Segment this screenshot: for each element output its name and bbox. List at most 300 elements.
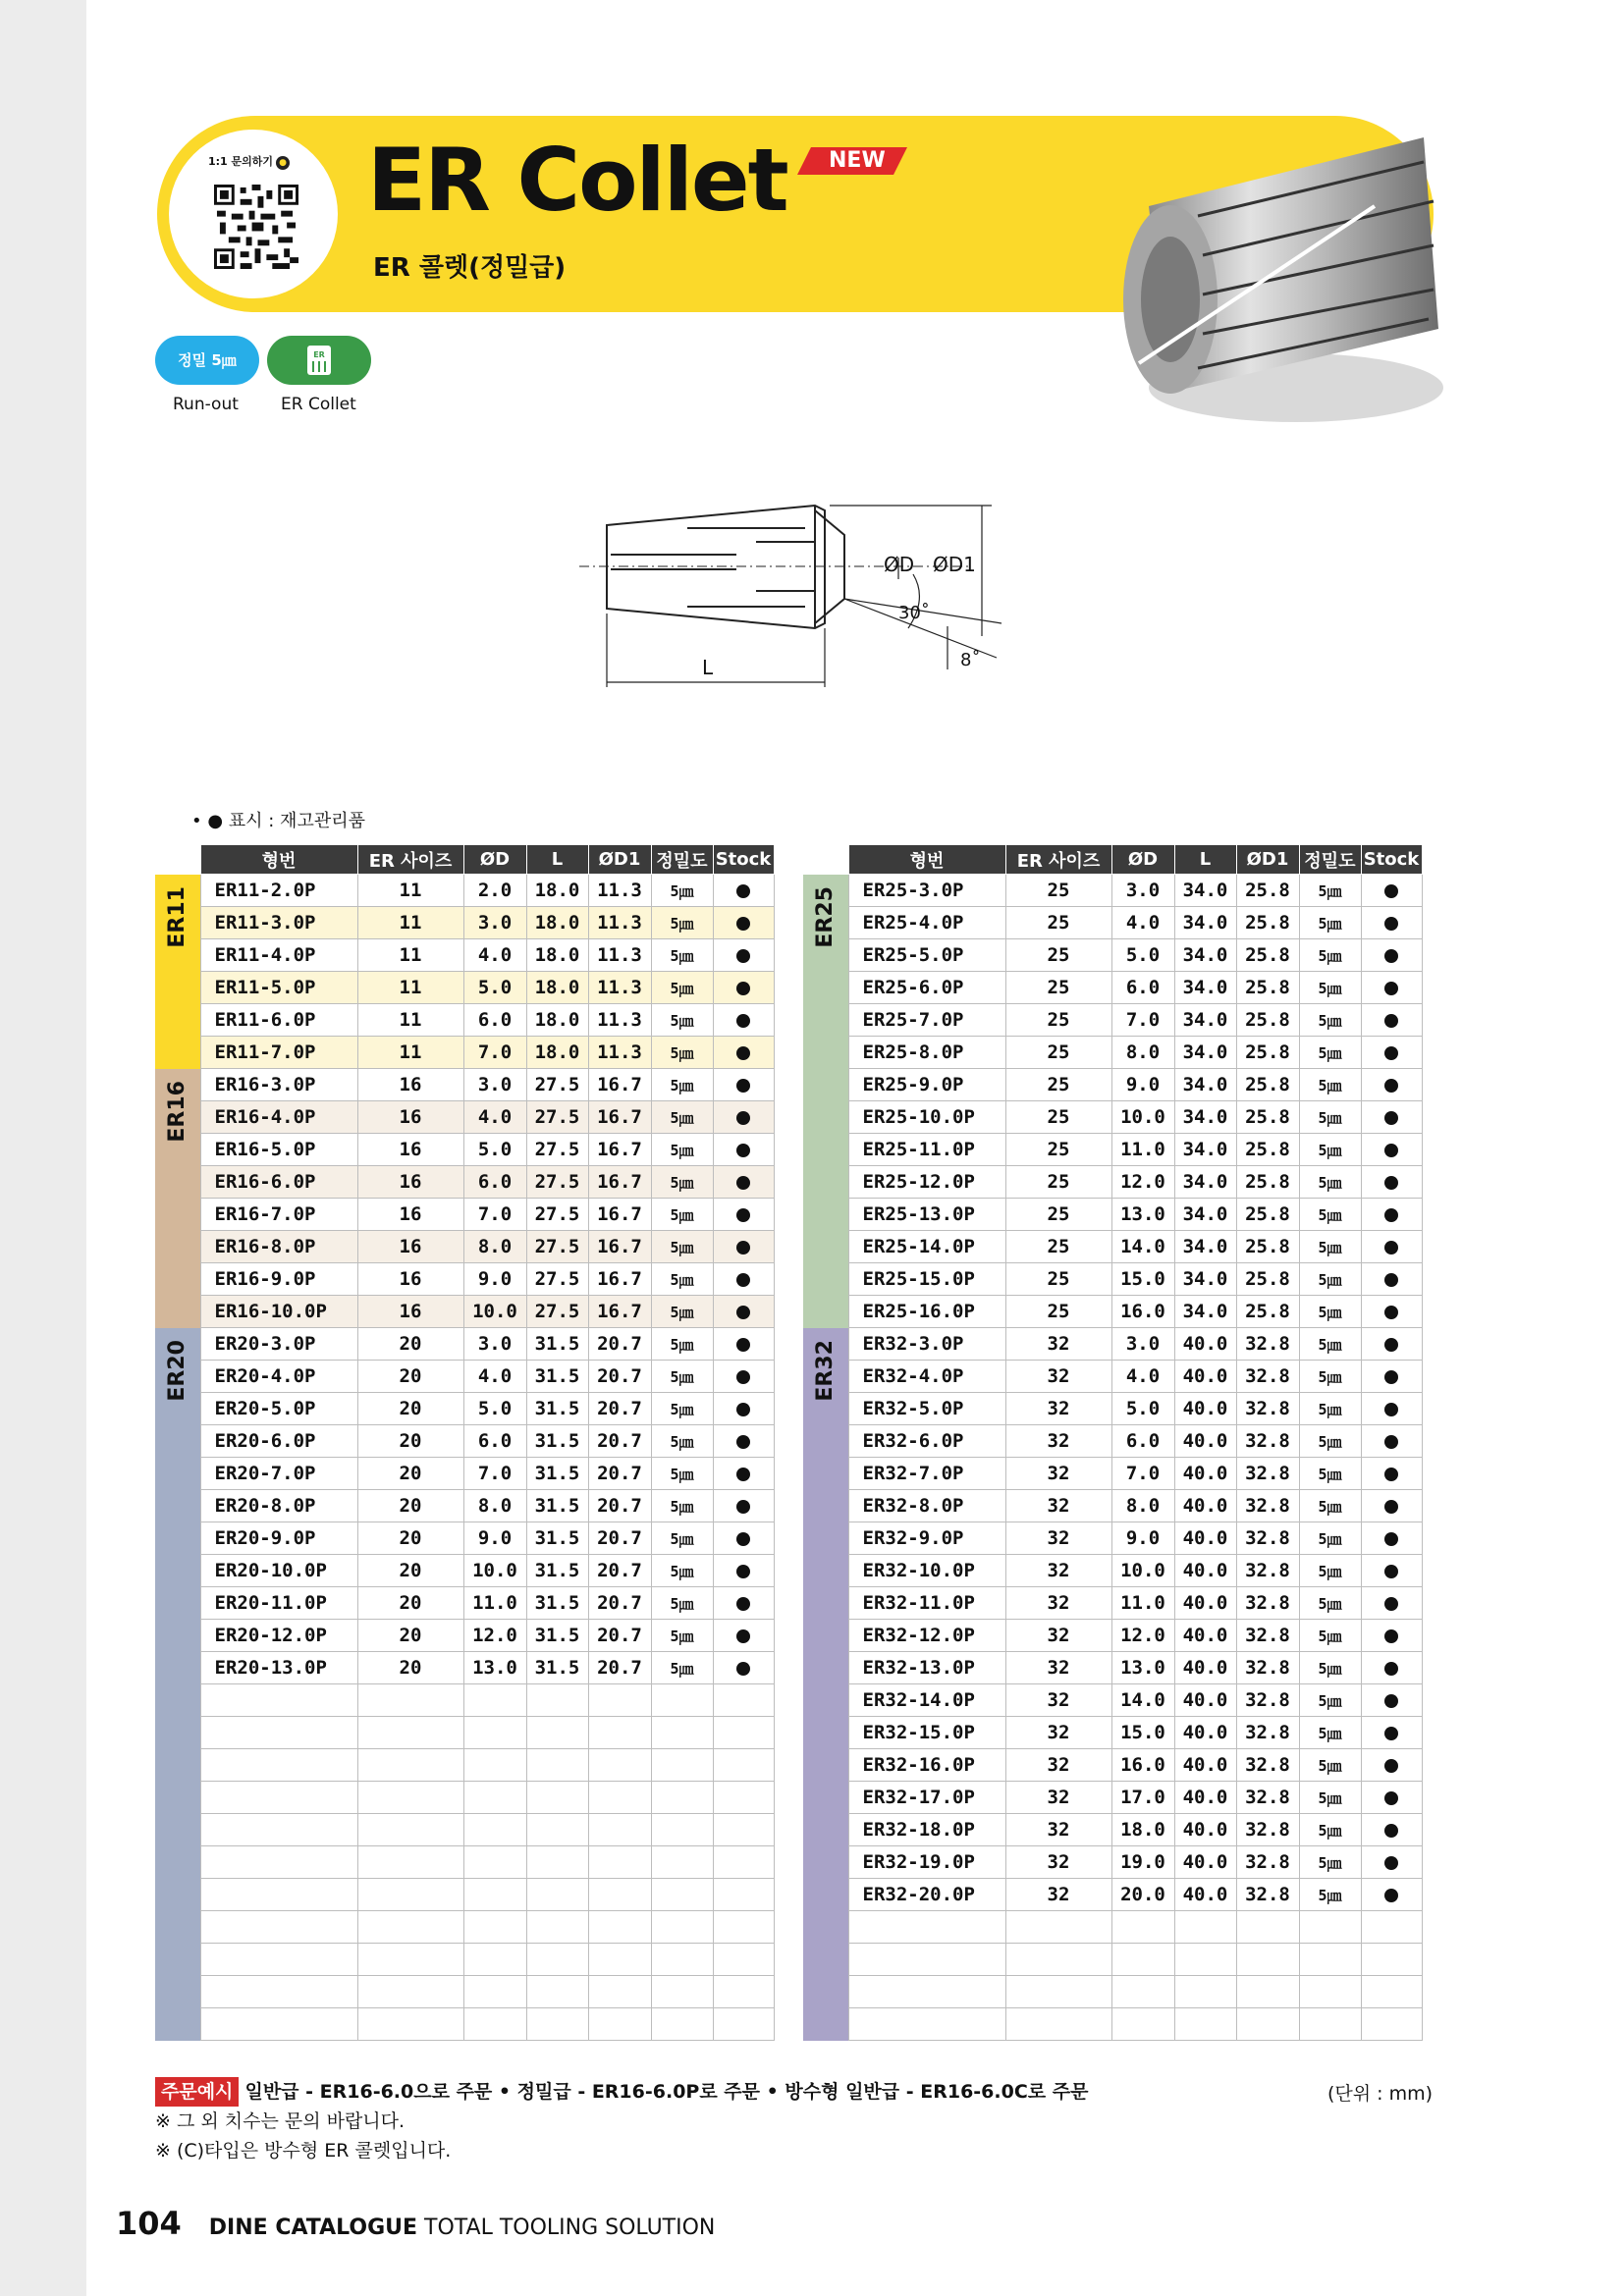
model-cell: ER32-14.0P bbox=[848, 1684, 1005, 1717]
d-cell: 3.0 bbox=[463, 907, 526, 939]
d1-cell: 20.7 bbox=[588, 1490, 651, 1522]
in-stock-dot-icon bbox=[1384, 1111, 1398, 1125]
stock-cell bbox=[713, 875, 774, 907]
d-cell: 5.0 bbox=[463, 972, 526, 1004]
d-cell: 6.0 bbox=[463, 1166, 526, 1199]
l-cell: 40.0 bbox=[1174, 1587, 1236, 1620]
empty-cell bbox=[463, 1814, 526, 1846]
er-size-cell: 32 bbox=[1005, 1620, 1111, 1652]
er-size-cell: 32 bbox=[1005, 1684, 1111, 1717]
empty-cell bbox=[1005, 1976, 1111, 2008]
empty-cell bbox=[651, 1911, 713, 1944]
empty-cell bbox=[588, 1846, 651, 1879]
l-cell: 40.0 bbox=[1174, 1879, 1236, 1911]
in-stock-dot-icon bbox=[1384, 917, 1398, 931]
stock-cell bbox=[1361, 1587, 1422, 1620]
l-cell: 18.0 bbox=[526, 875, 588, 907]
d1-cell: 11.3 bbox=[588, 972, 651, 1004]
table-row bbox=[803, 1425, 1422, 1458]
empty-row bbox=[155, 1846, 774, 1879]
l-cell: 31.5 bbox=[526, 1620, 588, 1652]
d-cell: 3.0 bbox=[1111, 875, 1174, 907]
empty-cell bbox=[526, 1879, 588, 1911]
er-size-cell: 32 bbox=[1005, 1490, 1111, 1522]
d1-cell: 16.7 bbox=[588, 1101, 651, 1134]
stock-cell bbox=[1361, 1749, 1422, 1782]
in-stock-dot-icon bbox=[736, 1468, 750, 1481]
table-row bbox=[803, 1199, 1422, 1231]
model-cell: ER25-11.0P bbox=[848, 1134, 1005, 1166]
model-cell: ER25-8.0P bbox=[848, 1037, 1005, 1069]
d1-cell: 25.8 bbox=[1236, 1101, 1299, 1134]
er-size-cell: 16 bbox=[357, 1101, 463, 1134]
model-cell: ER32-3.0P bbox=[848, 1328, 1005, 1361]
er-size-cell: 25 bbox=[1005, 1069, 1111, 1101]
in-stock-dot-icon bbox=[736, 1629, 750, 1643]
empty-cell bbox=[357, 2008, 463, 2041]
in-stock-dot-icon bbox=[736, 884, 750, 898]
empty-cell bbox=[357, 1976, 463, 2008]
stock-cell bbox=[1361, 1555, 1422, 1587]
d-cell: 12.0 bbox=[1111, 1620, 1174, 1652]
d-cell: 16.0 bbox=[1111, 1296, 1174, 1328]
er-size-cell: 20 bbox=[357, 1522, 463, 1555]
model-cell: ER11-6.0P bbox=[200, 1004, 357, 1037]
runout-caption: Run-out bbox=[173, 395, 239, 414]
l-cell: 40.0 bbox=[1174, 1522, 1236, 1555]
er-size-cell: 25 bbox=[1005, 875, 1111, 907]
empty-row bbox=[803, 2008, 1422, 2041]
empty-cell bbox=[200, 2008, 357, 2041]
in-stock-dot-icon bbox=[736, 1500, 750, 1514]
er-collet-badge bbox=[267, 336, 371, 385]
d-cell: 3.0 bbox=[463, 1069, 526, 1101]
precision-cell: 5㎛ bbox=[1299, 1717, 1361, 1749]
model-cell: ER32-19.0P bbox=[848, 1846, 1005, 1879]
model-cell: ER20-9.0P bbox=[200, 1522, 357, 1555]
in-stock-dot-icon bbox=[1384, 1338, 1398, 1352]
er-size-cell: 20 bbox=[357, 1361, 463, 1393]
table-row bbox=[803, 1361, 1422, 1393]
table-row bbox=[803, 1846, 1422, 1879]
size-group-label bbox=[155, 1328, 200, 2041]
er-size-cell: 32 bbox=[1005, 1328, 1111, 1361]
er-size-cell: 32 bbox=[1005, 1425, 1111, 1458]
model-cell: ER25-13.0P bbox=[848, 1199, 1005, 1231]
table-row bbox=[155, 1328, 774, 1361]
precision-cell: 5㎛ bbox=[1299, 1231, 1361, 1263]
er-size-cell: 25 bbox=[1005, 1101, 1111, 1134]
stock-cell bbox=[1361, 1620, 1422, 1652]
empty-cell bbox=[1111, 1911, 1174, 1944]
empty-cell bbox=[848, 1976, 1005, 2008]
precision-cell: 5㎛ bbox=[651, 1199, 713, 1231]
d-cell: 10.0 bbox=[463, 1555, 526, 1587]
footer-brand: DINE CATALOGUE bbox=[208, 2216, 418, 2240]
size-group-text: ER32 bbox=[813, 1339, 839, 1402]
precision-cell: 5㎛ bbox=[1299, 1522, 1361, 1555]
d1-cell: 25.8 bbox=[1236, 1166, 1299, 1199]
table-row bbox=[155, 1134, 774, 1166]
l-cell: 40.0 bbox=[1174, 1749, 1236, 1782]
stock-cell bbox=[713, 1037, 774, 1069]
table-row bbox=[803, 1782, 1422, 1814]
table-row bbox=[155, 1458, 774, 1490]
empty-cell bbox=[588, 1814, 651, 1846]
l-cell: 18.0 bbox=[526, 972, 588, 1004]
precision-cell: 5㎛ bbox=[651, 1263, 713, 1296]
in-stock-dot-icon bbox=[1384, 1176, 1398, 1190]
d1-cell: 25.8 bbox=[1236, 907, 1299, 939]
empty-cell bbox=[1361, 1911, 1422, 1944]
er-size-cell: 32 bbox=[1005, 1846, 1111, 1879]
l-cell: 18.0 bbox=[526, 939, 588, 972]
empty-cell bbox=[526, 1846, 588, 1879]
in-stock-dot-icon bbox=[736, 1014, 750, 1028]
model-cell: ER25-6.0P bbox=[848, 972, 1005, 1004]
precision-cell: 5㎛ bbox=[651, 1328, 713, 1361]
table-row bbox=[155, 1263, 774, 1296]
stock-cell bbox=[1361, 972, 1422, 1004]
in-stock-dot-icon bbox=[736, 1435, 750, 1449]
header-spacer bbox=[155, 845, 200, 875]
model-cell: ER11-3.0P bbox=[200, 907, 357, 939]
empty-cell bbox=[200, 1684, 357, 1717]
empty-cell bbox=[588, 1684, 651, 1717]
l-cell: 40.0 bbox=[1174, 1361, 1236, 1393]
empty-cell bbox=[848, 1944, 1005, 1976]
er-size-cell: 20 bbox=[357, 1652, 463, 1684]
unit-label: (단위 : mm) bbox=[1326, 2083, 1433, 2105]
stock-cell bbox=[1361, 1879, 1422, 1911]
d1-cell: 32.8 bbox=[1236, 1522, 1299, 1555]
d1-cell: 16.7 bbox=[588, 1134, 651, 1166]
d1-cell: 25.8 bbox=[1236, 1263, 1299, 1296]
empty-cell bbox=[200, 1814, 357, 1846]
empty-cell bbox=[526, 1911, 588, 1944]
stock-cell bbox=[1361, 1231, 1422, 1263]
in-stock-dot-icon bbox=[1384, 1597, 1398, 1611]
stock-cell bbox=[713, 1328, 774, 1361]
size-group-text: ER16 bbox=[165, 1080, 190, 1143]
empty-cell bbox=[713, 1814, 774, 1846]
empty-cell bbox=[713, 1944, 774, 1976]
d-cell: 11.0 bbox=[1111, 1587, 1174, 1620]
stock-cell bbox=[1361, 1393, 1422, 1425]
empty-cell bbox=[588, 1717, 651, 1749]
empty-cell bbox=[1299, 1911, 1361, 1944]
model-cell: ER20-6.0P bbox=[200, 1425, 357, 1458]
empty-cell bbox=[1236, 1944, 1299, 1976]
svg-text:ØD1: ØD1 bbox=[933, 553, 976, 576]
in-stock-dot-icon bbox=[1384, 884, 1398, 898]
l-cell: 34.0 bbox=[1174, 1069, 1236, 1101]
table-row bbox=[803, 1814, 1422, 1846]
in-stock-dot-icon bbox=[1384, 1370, 1398, 1384]
stock-cell bbox=[1361, 1425, 1422, 1458]
empty-cell bbox=[713, 1782, 774, 1814]
er-size-cell: 25 bbox=[1005, 1037, 1111, 1069]
d-cell: 8.0 bbox=[463, 1231, 526, 1263]
precision-cell: 5㎛ bbox=[651, 1522, 713, 1555]
precision-cell: 5㎛ bbox=[651, 939, 713, 972]
empty-cell bbox=[1111, 1976, 1174, 2008]
d1-cell: 25.8 bbox=[1236, 1134, 1299, 1166]
qr-code-icon[interactable] bbox=[214, 185, 298, 269]
precision-cell: 5㎛ bbox=[1299, 939, 1361, 972]
table-row bbox=[155, 1101, 774, 1134]
in-stock-dot-icon bbox=[1384, 1014, 1398, 1028]
d1-cell: 25.8 bbox=[1236, 939, 1299, 972]
stock-cell bbox=[1361, 1328, 1422, 1361]
precision-cell: 5㎛ bbox=[651, 1296, 713, 1328]
collet-photo bbox=[1110, 108, 1463, 432]
er-size-cell: 32 bbox=[1005, 1879, 1111, 1911]
stock-cell bbox=[1361, 1296, 1422, 1328]
empty-cell bbox=[1361, 1976, 1422, 2008]
d-cell: 9.0 bbox=[463, 1522, 526, 1555]
empty-cell bbox=[588, 1944, 651, 1976]
precision-cell: 5㎛ bbox=[1299, 1846, 1361, 1879]
in-stock-dot-icon bbox=[1384, 1500, 1398, 1514]
stock-cell bbox=[1361, 1134, 1422, 1166]
size-group-label bbox=[803, 1328, 848, 2041]
empty-cell bbox=[200, 1782, 357, 1814]
empty-cell bbox=[1111, 2008, 1174, 2041]
empty-cell bbox=[848, 1911, 1005, 1944]
d-cell: 14.0 bbox=[1111, 1684, 1174, 1717]
stock-cell bbox=[1361, 907, 1422, 939]
table-row bbox=[155, 907, 774, 939]
er-size-cell: 20 bbox=[357, 1620, 463, 1652]
table-row bbox=[803, 1134, 1422, 1166]
d-cell: 4.0 bbox=[1111, 907, 1174, 939]
d-cell: 6.0 bbox=[1111, 1425, 1174, 1458]
d1-cell: 32.8 bbox=[1236, 1393, 1299, 1425]
in-stock-dot-icon bbox=[736, 1176, 750, 1190]
svg-text:L: L bbox=[702, 656, 714, 679]
precision-cell: 5㎛ bbox=[651, 1490, 713, 1522]
model-cell: ER32-9.0P bbox=[848, 1522, 1005, 1555]
precision-cell: 5㎛ bbox=[1299, 1134, 1361, 1166]
table-header bbox=[803, 845, 1422, 875]
precision-cell: 5㎛ bbox=[651, 907, 713, 939]
empty-row bbox=[803, 1911, 1422, 1944]
d-cell: 4.0 bbox=[463, 1101, 526, 1134]
d-cell: 4.0 bbox=[463, 939, 526, 972]
empty-cell bbox=[651, 1814, 713, 1846]
d-cell: 3.0 bbox=[463, 1328, 526, 1361]
d-cell: 10.0 bbox=[1111, 1101, 1174, 1134]
precision-cell: 5㎛ bbox=[1299, 1782, 1361, 1814]
empty-cell bbox=[526, 2008, 588, 2041]
er-size-cell: 25 bbox=[1005, 972, 1111, 1004]
stock-cell bbox=[713, 939, 774, 972]
table-row bbox=[803, 1296, 1422, 1328]
stock-cell bbox=[713, 1587, 774, 1620]
in-stock-dot-icon bbox=[1384, 1662, 1398, 1676]
stock-cell bbox=[713, 1620, 774, 1652]
header-precision: 정밀도 bbox=[651, 845, 713, 875]
l-cell: 31.5 bbox=[526, 1393, 588, 1425]
header-er-size: ER 사이즈 bbox=[1005, 845, 1111, 875]
in-stock-dot-icon bbox=[1384, 1046, 1398, 1060]
table-row bbox=[155, 1166, 774, 1199]
size-group-text: ER20 bbox=[165, 1339, 190, 1402]
d1-cell: 20.7 bbox=[588, 1425, 651, 1458]
er-size-cell: 32 bbox=[1005, 1361, 1111, 1393]
er-size-cell: 25 bbox=[1005, 1199, 1111, 1231]
empty-cell bbox=[463, 1911, 526, 1944]
empty-cell bbox=[651, 1879, 713, 1911]
l-cell: 40.0 bbox=[1174, 1846, 1236, 1879]
er-size-cell: 25 bbox=[1005, 1134, 1111, 1166]
table-row bbox=[155, 1555, 774, 1587]
empty-cell bbox=[651, 1976, 713, 2008]
table-row bbox=[803, 1166, 1422, 1199]
d-cell: 5.0 bbox=[1111, 939, 1174, 972]
d1-cell: 11.3 bbox=[588, 875, 651, 907]
in-stock-dot-icon bbox=[736, 1662, 750, 1676]
stock-cell bbox=[713, 1652, 774, 1684]
model-cell: ER32-12.0P bbox=[848, 1620, 1005, 1652]
precision-cell: 5㎛ bbox=[1299, 1037, 1361, 1069]
stock-cell bbox=[713, 1425, 774, 1458]
model-cell: ER16-4.0P bbox=[200, 1101, 357, 1134]
l-cell: 27.5 bbox=[526, 1134, 588, 1166]
empty-cell bbox=[651, 1684, 713, 1717]
table-row bbox=[803, 1069, 1422, 1101]
in-stock-dot-icon bbox=[1384, 1791, 1398, 1805]
stock-cell bbox=[1361, 1199, 1422, 1231]
d1-cell: 20.7 bbox=[588, 1587, 651, 1620]
in-stock-dot-icon bbox=[736, 1144, 750, 1157]
table-row bbox=[155, 939, 774, 972]
d-cell: 12.0 bbox=[1111, 1166, 1174, 1199]
er-size-cell: 16 bbox=[357, 1263, 463, 1296]
model-cell: ER32-4.0P bbox=[848, 1361, 1005, 1393]
precision-cell: 5㎛ bbox=[1299, 1684, 1361, 1717]
empty-cell bbox=[588, 1976, 651, 2008]
empty-cell bbox=[651, 1749, 713, 1782]
d1-cell: 32.8 bbox=[1236, 1717, 1299, 1749]
l-cell: 31.5 bbox=[526, 1490, 588, 1522]
empty-cell bbox=[713, 1749, 774, 1782]
empty-cell bbox=[200, 1749, 357, 1782]
d1-cell: 32.8 bbox=[1236, 1361, 1299, 1393]
stock-cell bbox=[713, 1296, 774, 1328]
table-row bbox=[155, 1393, 774, 1425]
empty-cell bbox=[1299, 1944, 1361, 1976]
precision-cell: 5㎛ bbox=[1299, 1069, 1361, 1101]
in-stock-dot-icon bbox=[1384, 1468, 1398, 1481]
empty-cell bbox=[463, 1749, 526, 1782]
d1-cell: 32.8 bbox=[1236, 1587, 1299, 1620]
d1-cell: 20.7 bbox=[588, 1620, 651, 1652]
precision-cell: 5㎛ bbox=[651, 1004, 713, 1037]
table-row bbox=[155, 875, 774, 907]
empty-cell bbox=[200, 1846, 357, 1879]
d1-cell: 25.8 bbox=[1236, 1069, 1299, 1101]
d-cell: 13.0 bbox=[1111, 1652, 1174, 1684]
er-size-cell: 20 bbox=[357, 1328, 463, 1361]
empty-cell bbox=[1299, 2008, 1361, 2041]
l-cell: 34.0 bbox=[1174, 1166, 1236, 1199]
er-size-cell: 16 bbox=[357, 1134, 463, 1166]
stock-cell bbox=[713, 1522, 774, 1555]
empty-row bbox=[803, 1944, 1422, 1976]
header-stock: Stock bbox=[1361, 845, 1422, 875]
l-cell: 34.0 bbox=[1174, 907, 1236, 939]
d1-cell: 25.8 bbox=[1236, 972, 1299, 1004]
d1-cell: 32.8 bbox=[1236, 1652, 1299, 1684]
model-cell: ER32-11.0P bbox=[848, 1587, 1005, 1620]
d1-cell: 32.8 bbox=[1236, 1814, 1299, 1846]
model-cell: ER25-15.0P bbox=[848, 1263, 1005, 1296]
d-cell: 2.0 bbox=[463, 875, 526, 907]
stock-cell bbox=[1361, 939, 1422, 972]
empty-cell bbox=[651, 1944, 713, 1976]
header-l: L bbox=[526, 845, 588, 875]
header-model: 형번 bbox=[848, 845, 1005, 875]
precision-cell: 5㎛ bbox=[1299, 1879, 1361, 1911]
empty-row bbox=[155, 1684, 774, 1717]
table-row bbox=[803, 1652, 1422, 1684]
table-row bbox=[803, 1620, 1422, 1652]
qr-label: 1:1 문의하기 ● bbox=[208, 153, 290, 170]
d-cell: 15.0 bbox=[1111, 1263, 1174, 1296]
l-cell: 34.0 bbox=[1174, 939, 1236, 972]
empty-cell bbox=[588, 1879, 651, 1911]
size-group-label bbox=[803, 875, 848, 1328]
precision-cell: 5㎛ bbox=[651, 972, 713, 1004]
stock-cell bbox=[713, 1458, 774, 1490]
l-cell: 34.0 bbox=[1174, 875, 1236, 907]
er-size-cell: 32 bbox=[1005, 1814, 1111, 1846]
stock-cell bbox=[713, 1069, 774, 1101]
stock-cell bbox=[713, 1101, 774, 1134]
empty-cell bbox=[1236, 2008, 1299, 2041]
empty-cell bbox=[526, 1749, 588, 1782]
d-cell: 17.0 bbox=[1111, 1782, 1174, 1814]
empty-cell bbox=[713, 1684, 774, 1717]
table-row bbox=[803, 1587, 1422, 1620]
d-cell: 14.0 bbox=[1111, 1231, 1174, 1263]
stock-cell bbox=[713, 1199, 774, 1231]
empty-cell bbox=[357, 1717, 463, 1749]
d-cell: 9.0 bbox=[1111, 1069, 1174, 1101]
table-row bbox=[155, 1490, 774, 1522]
d-cell: 8.0 bbox=[463, 1490, 526, 1522]
empty-cell bbox=[713, 1846, 774, 1879]
header-er-size: ER 사이즈 bbox=[357, 845, 463, 875]
l-cell: 40.0 bbox=[1174, 1490, 1236, 1522]
in-stock-dot-icon bbox=[736, 1403, 750, 1416]
d-cell: 5.0 bbox=[463, 1393, 526, 1425]
model-cell: ER25-14.0P bbox=[848, 1231, 1005, 1263]
d1-cell: 16.7 bbox=[588, 1231, 651, 1263]
empty-cell bbox=[357, 1879, 463, 1911]
l-cell: 31.5 bbox=[526, 1522, 588, 1555]
in-stock-dot-icon bbox=[1384, 1824, 1398, 1838]
table-header bbox=[155, 845, 774, 875]
in-stock-dot-icon bbox=[1384, 1144, 1398, 1157]
l-cell: 27.5 bbox=[526, 1069, 588, 1101]
d1-cell: 16.7 bbox=[588, 1069, 651, 1101]
model-cell: ER20-4.0P bbox=[200, 1361, 357, 1393]
d-cell: 8.0 bbox=[1111, 1490, 1174, 1522]
table-row bbox=[803, 1328, 1422, 1361]
